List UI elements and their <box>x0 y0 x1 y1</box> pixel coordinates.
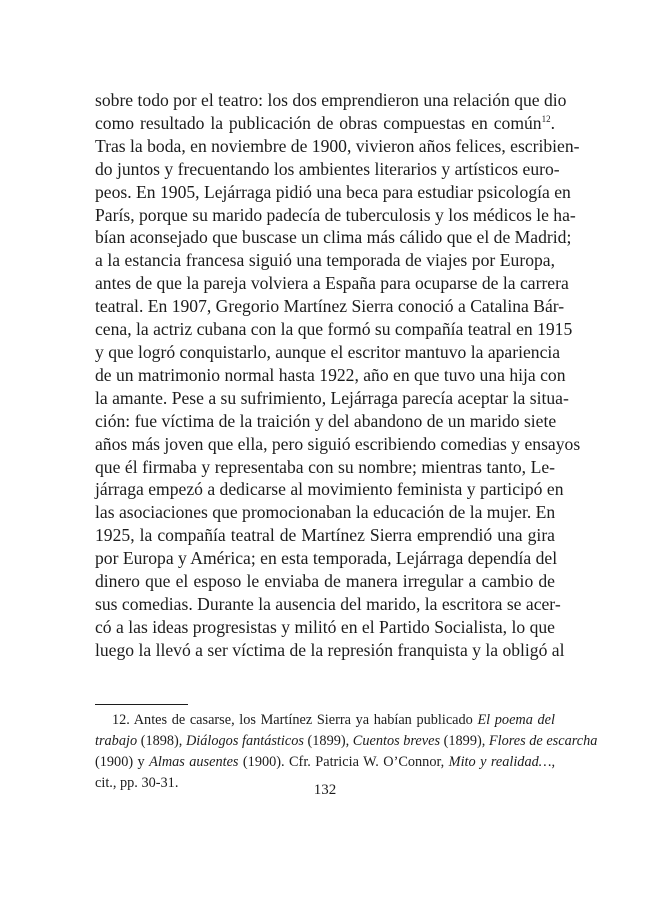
text-line: cena, la actriz cubana con la que formó su compañía teatral en 1915 <box>95 319 573 340</box>
text-line <box>95 112 555 135</box>
footnote-line: cit., pp. 30-31. <box>95 775 179 791</box>
text-line: antes de que la pareja volviera a España para ocuparse de la carrera <box>95 273 569 294</box>
text-line: que él firmaba y representaba con su nombre; mientras tanto, Le- <box>95 456 555 477</box>
footnote-title: Flores de escarcha <box>488 733 598 749</box>
footnote-title: Almas ausentes <box>149 754 239 770</box>
footnote-title: Mito y realidad…, <box>448 754 556 770</box>
text-line: la amante. Pese a su sufrimiento, Lejárraga parecía aceptar la situa- <box>95 387 569 408</box>
text-line: 1925, la compañía teatral de Martínez Sierra emprendió una gira <box>95 525 555 546</box>
footnote-text: (1900) y <box>95 754 145 770</box>
text-line-punct: . <box>550 112 555 133</box>
footnote-title: Diálogos fantásticos <box>185 733 304 749</box>
footnote-title: Cuentos breves <box>352 733 441 749</box>
text-line: luego la llevó a ser víctima de la represión franquista y la obligó al <box>95 639 565 660</box>
footnote-title: trabajo <box>95 733 138 749</box>
text-line: de un matrimonio normal hasta 1922, año en que tuvo una hija con <box>95 364 566 385</box>
text-line: por Europa y América; en esta temporada, Lejárraga dependía del <box>95 548 558 569</box>
body-paragraph <box>95 89 581 662</box>
text-line: có a las ideas progresistas y militó en el Partido Socialista, lo que <box>95 616 555 637</box>
text-line: y que logró conquistarlo, aunque el escritor mantuvo la apariencia <box>95 341 561 362</box>
text-line: do juntos y frecuentando los ambientes literarios y artísticos euro- <box>95 158 560 179</box>
footnote-text: (1899), <box>307 733 350 749</box>
text-line: a la estancia francesa siguió una temporada de viajes por Europa, <box>95 250 555 271</box>
text-line: dinero que el esposo le enviaba de manera irregular a cambio de <box>95 571 555 592</box>
text-line: años más joven que ella, pero siguió escribiendo comedias y ensayos <box>95 433 581 454</box>
footnote-text: (1900). Cfr. Patricia W. O’Connor, <box>242 754 445 770</box>
text-line: járraga empezó a dedicarse al movimiento feminista y participó en <box>95 479 564 500</box>
footnote-text: Antes de casarse, los Martínez Sierra ya habían publicado <box>133 712 473 728</box>
footnote-text: (1899), <box>443 733 486 749</box>
text-line: París, porque su marido padecía de tuberculosis y los médicos le ha- <box>95 204 576 225</box>
text-line: peos. En 1905, Lejárraga pidió una beca para estudiar psicología en <box>95 181 571 202</box>
text-line: bían aconsejado que buscase un clima más cálido que el de Madrid; <box>95 227 572 248</box>
footnote-line <box>95 731 598 752</box>
page-number: 132 <box>313 782 337 798</box>
text-line: teatral. En 1907, Gregorio Martínez Sierra conoció a Catalina Bár- <box>95 296 565 317</box>
footnote-divider <box>95 704 188 705</box>
footnote-line <box>95 710 555 731</box>
footnote-reference[interactable]: 12 <box>541 114 551 125</box>
text-line-content: como resultado la publicación de obras compuestas en común <box>95 112 542 133</box>
footnote-line <box>95 752 555 773</box>
text-line: las asociaciones que promocionaban la educación de la mujer. En <box>95 502 556 523</box>
text-line: sus comedias. Durante la ausencia del marido, la escritora se acer- <box>95 593 561 614</box>
text-line: sobre todo por el teatro: los dos emprendieron una relación que dio <box>95 90 567 110</box>
footnote-number: 12. <box>112 712 130 728</box>
text-line: Tras la boda, en noviembre de 1900, vivieron años felices, escribien- <box>95 135 580 156</box>
footnote-text: (1898), <box>140 733 183 749</box>
footnote-title: El poema del <box>477 712 555 728</box>
text-line: ción: fue víctima de la traición y del abandono de un marido siete <box>95 410 557 431</box>
